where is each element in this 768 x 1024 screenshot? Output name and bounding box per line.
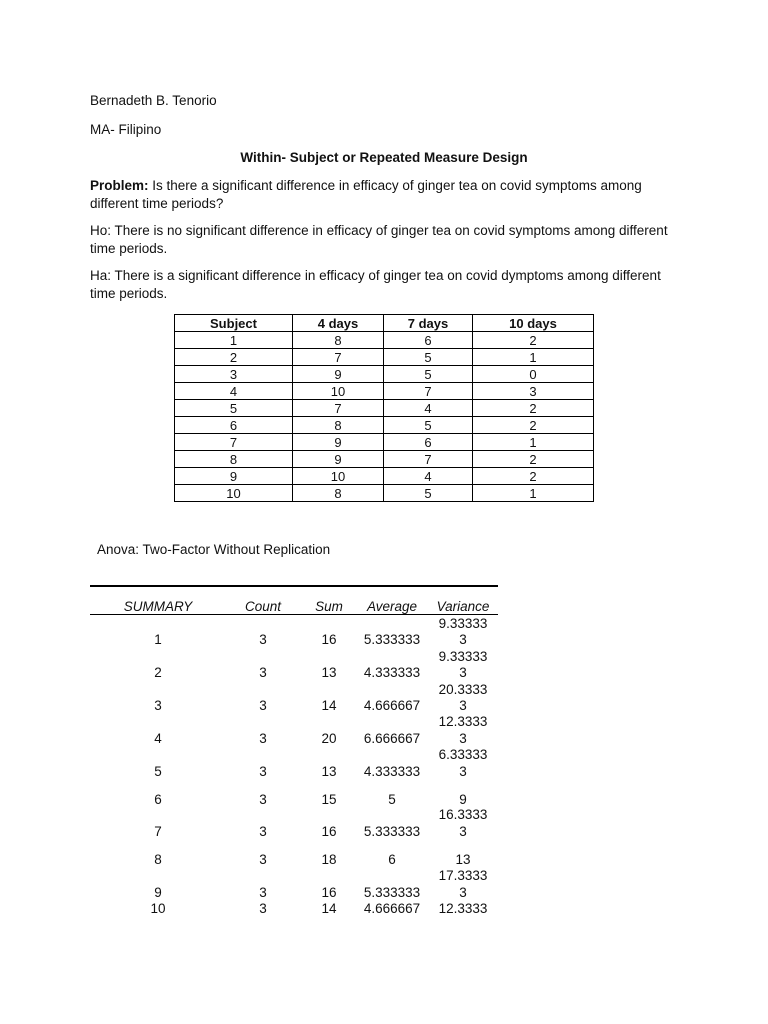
summary-variance-value-line2: 3 — [459, 731, 467, 746]
data-table-cell: 7 — [293, 349, 384, 366]
data-table-header-row — [175, 315, 594, 332]
data-table-row — [175, 417, 594, 434]
data-table-cell: 2 — [473, 451, 594, 468]
data-table-cell: 10 — [293, 468, 384, 485]
data-table-cell: 4 — [384, 400, 473, 417]
data-table-cell: 10 — [293, 383, 384, 400]
summary-row-label: 10 — [150, 901, 166, 916]
data-table-cell: 0 — [473, 366, 594, 383]
summary-variance-value-line1: 16.3333 — [438, 807, 488, 822]
summary-count-value: 3 — [259, 852, 267, 867]
data-table-cell: 8 — [293, 485, 384, 502]
data-table-row — [175, 349, 594, 366]
data-table-cell: 1 — [473, 434, 594, 451]
data-table-cell: 8 — [293, 417, 384, 434]
summary-variance-value-line2: 12.3333 — [438, 901, 488, 916]
data-table-cell: 5 — [384, 485, 473, 502]
summary-average-value: 6.666667 — [363, 731, 421, 746]
data-table-cell: 5 — [384, 417, 473, 434]
summary-count-value: 3 — [259, 792, 267, 807]
anova-title: Anova: Two-Factor Without Replication — [97, 542, 331, 557]
data-table-cell: 8 — [175, 451, 293, 468]
summary-sum-value: 13 — [321, 665, 337, 680]
summary-count-value: 3 — [259, 885, 267, 900]
summary-variance-value-line2: 13 — [455, 852, 471, 867]
problem-label: Problem: — [90, 178, 149, 193]
summary-count-value: 3 — [259, 901, 267, 916]
data-table-cell: 8 — [293, 332, 384, 349]
data-table-cell: 2 — [473, 400, 594, 417]
data-table-cell: 3 — [175, 366, 293, 383]
data-table-cell: 1 — [175, 332, 293, 349]
summary-count-value: 3 — [259, 632, 267, 647]
author-name: Bernadeth B. Tenorio — [90, 93, 217, 108]
data-table-cell: 4 — [175, 383, 293, 400]
summary-variance-value-line2: 3 — [459, 632, 467, 647]
data-table-row — [175, 434, 594, 451]
null-hypothesis: Ho: There is no significant difference in efficacy of ginger tea on covid symptoms among different time periods. — [90, 223, 668, 256]
data-table-cell: 9 — [175, 468, 293, 485]
summary-count-value: 3 — [259, 731, 267, 746]
data-table-row — [175, 383, 594, 400]
data-table-cell: 7 — [384, 451, 473, 468]
program-name: MA- Filipino — [90, 122, 162, 137]
summary-count-value: 3 — [259, 665, 267, 680]
summary-top-rule — [90, 585, 498, 587]
summary-header-sum: Sum — [315, 599, 343, 614]
summary-sum-value: 15 — [321, 792, 337, 807]
summary-count-value: 3 — [259, 824, 267, 839]
summary-row-label: 7 — [154, 824, 162, 839]
summary-average-value: 5.333333 — [363, 824, 421, 839]
data-table-cell: 5 — [175, 400, 293, 417]
summary-row-label: 4 — [154, 731, 162, 746]
summary-variance-value-line1: 17.3333 — [438, 868, 488, 883]
summary-variance-value-line2: 3 — [459, 764, 467, 779]
data-table-cell: 1 — [473, 349, 594, 366]
summary-header-summary: SUMMARY — [123, 599, 193, 614]
summary-row-label: 8 — [154, 852, 162, 867]
summary-sum-value: 18 — [321, 852, 337, 867]
data-table-cell: 2 — [175, 349, 293, 366]
data-table-cell: 10 — [175, 485, 293, 502]
data-table-cell: 7 — [175, 434, 293, 451]
summary-header-variance: Variance — [436, 599, 490, 614]
summary-variance-value-line2: 3 — [459, 885, 467, 900]
summary-row-label: 3 — [154, 698, 162, 713]
summary-variance-value-line1: 12.3333 — [438, 714, 488, 729]
summary-average-value: 4.666667 — [363, 698, 421, 713]
summary-variance-value-line2: 3 — [459, 665, 467, 680]
header-subject: Subject — [175, 315, 293, 332]
data-table-cell: 4 — [384, 468, 473, 485]
document-title: Within- Subject or Repeated Measure Design — [240, 150, 528, 165]
summary-count-value: 3 — [259, 764, 267, 779]
summary-variance-value-line1: 20.3333 — [438, 682, 488, 697]
summary-count-value: 3 — [259, 698, 267, 713]
summary-sum-value: 16 — [321, 885, 337, 900]
data-table-cell: 7 — [293, 400, 384, 417]
summary-average-value: 4.666667 — [363, 901, 421, 916]
data-table-cell: 5 — [384, 349, 473, 366]
summary-variance-value-line2: 3 — [459, 824, 467, 839]
data-table-cell: 1 — [473, 485, 594, 502]
summary-row-label: 2 — [154, 665, 162, 680]
summary-sum-value: 16 — [321, 824, 337, 839]
header-4-days: 4 days — [293, 315, 384, 332]
summary-sum-value: 16 — [321, 632, 337, 647]
summary-variance-value-line2: 3 — [459, 698, 467, 713]
data-table — [174, 314, 594, 502]
data-table-cell: 2 — [473, 417, 594, 434]
data-table-cell: 9 — [293, 366, 384, 383]
summary-average-value: 4.333333 — [363, 764, 421, 779]
data-table-row — [175, 468, 594, 485]
header-7-days: 7 days — [384, 315, 473, 332]
summary-row-label: 6 — [154, 792, 162, 807]
data-table-row — [175, 451, 594, 468]
summary-average-value: 6 — [388, 852, 396, 867]
summary-variance-value-line1: 6.33333 — [438, 747, 488, 762]
data-table-row — [175, 332, 594, 349]
summary-variance-value-line2: 9 — [459, 792, 467, 807]
problem-text: Is there a significant difference in efficacy of ginger tea on covid symptoms among different time periods? — [90, 178, 642, 211]
header-10-days: 10 days — [473, 315, 594, 332]
data-table-cell: 3 — [473, 383, 594, 400]
summary-sum-value: 13 — [321, 764, 337, 779]
data-table-cell: 2 — [473, 332, 594, 349]
summary-header-count: Count — [244, 599, 282, 614]
data-table-cell: 6 — [384, 434, 473, 451]
data-table-row — [175, 485, 594, 502]
summary-average-value: 5.333333 — [363, 632, 421, 647]
problem-statement — [90, 177, 680, 213]
summary-variance-value-line1: 9.33333 — [438, 616, 488, 631]
summary-row-label: 1 — [154, 632, 162, 647]
summary-average-value: 5 — [388, 792, 396, 807]
data-table-cell: 2 — [473, 468, 594, 485]
summary-header-average: Average — [366, 599, 418, 614]
data-table-cell: 6 — [384, 332, 473, 349]
summary-average-value: 5.333333 — [363, 885, 421, 900]
summary-sum-value: 20 — [321, 731, 337, 746]
data-table-cell: 6 — [175, 417, 293, 434]
summary-variance-value-line1: 9.33333 — [438, 649, 488, 664]
summary-sum-value: 14 — [321, 698, 337, 713]
summary-sum-value: 14 — [321, 901, 337, 916]
data-table-row — [175, 366, 594, 383]
summary-row-label: 9 — [154, 885, 162, 900]
data-table-cell: 9 — [293, 434, 384, 451]
data-table-row — [175, 400, 594, 417]
data-table-cell: 9 — [293, 451, 384, 468]
summary-average-value: 4.333333 — [363, 665, 421, 680]
summary-row-label: 5 — [154, 764, 162, 779]
alternative-hypothesis: Ha: There is a significant difference in efficacy of ginger tea on covid dymptoms among different time periods. — [90, 268, 661, 301]
data-table-cell: 7 — [384, 383, 473, 400]
data-table-cell: 5 — [384, 366, 473, 383]
